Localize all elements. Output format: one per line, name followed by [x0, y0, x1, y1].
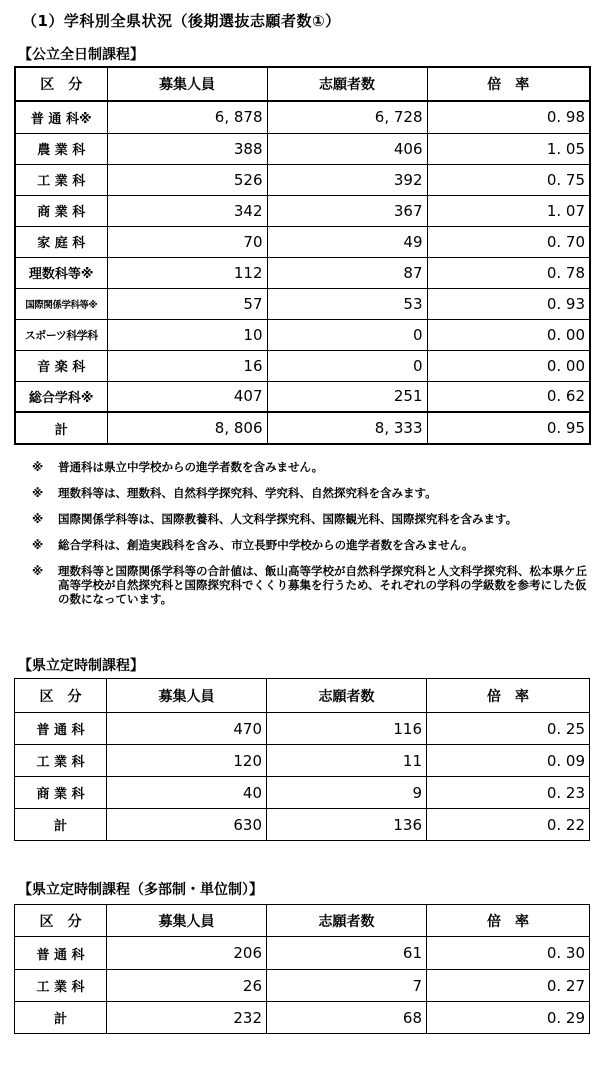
row-recruit: 120	[107, 745, 267, 777]
row-category: 農 業 科	[15, 133, 107, 164]
note-mark: ※	[32, 512, 44, 526]
row-applicants: 116	[267, 713, 427, 745]
row-recruit: 112	[107, 257, 267, 288]
table-multipart	[14, 904, 590, 1034]
row-applicants: 0	[267, 350, 427, 381]
row-category: 普 通 科※	[15, 101, 107, 133]
total-applicants: 8, 333	[267, 412, 427, 444]
row-recruit: 388	[107, 133, 267, 164]
table-row	[15, 164, 590, 195]
note-mark: ※	[32, 460, 44, 474]
total-recruit: 630	[107, 809, 267, 841]
row-ratio: 0. 62	[427, 381, 590, 412]
row-applicants: 11	[267, 745, 427, 777]
row-category: 工 業 科	[15, 745, 107, 777]
table-row	[15, 381, 590, 412]
header-category: 区 分	[15, 679, 107, 713]
table-fulltime	[14, 66, 591, 445]
page-title: （1）学科別全県状況（後期選抜志願者数①）	[22, 12, 341, 30]
header-ratio: 倍 率	[427, 67, 590, 101]
table-row	[15, 195, 590, 226]
table-row	[15, 745, 590, 777]
note-item	[32, 486, 592, 500]
header-applicants: 志願者数	[267, 67, 427, 101]
header-recruit: 募集人員	[107, 905, 267, 937]
row-ratio: 0. 00	[427, 319, 590, 350]
note-mark: ※	[32, 486, 44, 500]
row-applicants: 49	[267, 226, 427, 257]
row-category: 工 業 科	[15, 164, 107, 195]
total-ratio: 0. 22	[427, 809, 590, 841]
header-ratio: 倍 率	[427, 905, 590, 937]
total-ratio: 0. 95	[427, 412, 590, 444]
table-header-row	[15, 679, 590, 713]
row-recruit: 40	[107, 777, 267, 809]
note-item	[32, 564, 592, 606]
row-ratio: 1. 07	[427, 195, 590, 226]
row-recruit: 26	[107, 970, 267, 1002]
row-recruit: 407	[107, 381, 267, 412]
row-applicants: 9	[267, 777, 427, 809]
row-applicants: 251	[267, 381, 427, 412]
row-applicants: 61	[267, 937, 427, 970]
table-row	[15, 288, 590, 319]
notes	[32, 460, 592, 618]
header-recruit: 募集人員	[107, 67, 267, 101]
row-applicants: 0	[267, 319, 427, 350]
note-item	[32, 538, 592, 552]
table-row	[15, 937, 590, 970]
row-applicants: 6, 728	[267, 101, 427, 133]
table-total-row	[15, 809, 590, 841]
note-text: 普通科は県立中学校からの進学者数を含みません。	[58, 460, 324, 474]
row-ratio: 0. 00	[427, 350, 590, 381]
row-category: 国際関係学科等※	[15, 288, 107, 319]
row-category: 普 通 科	[15, 713, 107, 745]
note-text: 総合学科は、創造実践科を含み、市立長野中学校からの進学者数を含みません。	[58, 538, 474, 552]
table-header-row	[15, 67, 590, 101]
section-label-fulltime: 【公立全日制課程】	[18, 47, 144, 63]
total-category: 計	[15, 412, 107, 444]
row-category: 商 業 科	[15, 195, 107, 226]
total-category: 計	[15, 1002, 107, 1034]
row-category: 音 楽 科	[15, 350, 107, 381]
table-row	[15, 226, 590, 257]
row-applicants: 392	[267, 164, 427, 195]
row-category: スポーツ科学科	[15, 319, 107, 350]
row-recruit: 16	[107, 350, 267, 381]
total-recruit: 8, 806	[107, 412, 267, 444]
note-mark: ※	[32, 564, 44, 578]
row-category: 普 通 科	[15, 937, 107, 970]
total-category: 計	[15, 809, 107, 841]
note-item	[32, 460, 592, 474]
row-recruit: 70	[107, 226, 267, 257]
row-ratio: 0. 30	[427, 937, 590, 970]
table-row	[15, 350, 590, 381]
row-category: 家 庭 科	[15, 226, 107, 257]
row-applicants: 53	[267, 288, 427, 319]
row-ratio: 0. 25	[427, 713, 590, 745]
row-category: 商 業 科	[15, 777, 107, 809]
header-ratio: 倍 率	[427, 679, 590, 713]
table-row	[15, 319, 590, 350]
row-recruit: 342	[107, 195, 267, 226]
row-ratio: 0. 75	[427, 164, 590, 195]
total-applicants: 136	[267, 809, 427, 841]
row-ratio: 0. 09	[427, 745, 590, 777]
row-ratio: 0. 23	[427, 777, 590, 809]
row-ratio: 0. 98	[427, 101, 590, 133]
row-recruit: 10	[107, 319, 267, 350]
table-row	[15, 101, 590, 133]
header-applicants: 志願者数	[267, 679, 427, 713]
note-item	[32, 512, 592, 526]
row-recruit: 526	[107, 164, 267, 195]
note-mark: ※	[32, 538, 44, 552]
table-row	[15, 777, 590, 809]
row-category: 総合学科※	[15, 381, 107, 412]
table-parttime	[14, 678, 590, 841]
row-recruit: 57	[107, 288, 267, 319]
note-text: 理数科等と国際関係学科等の合計値は、飯山高等学校が自然科学探究科と人文科学探究科、松本県ケ丘高等学校が自然探究科と国際探究科でくくり募集を行うため、それぞれの学科の学級数を参考にした仮の数になっています。	[58, 564, 587, 606]
row-applicants: 7	[267, 970, 427, 1002]
row-recruit: 470	[107, 713, 267, 745]
table-total-row	[15, 412, 590, 444]
total-ratio: 0. 29	[427, 1002, 590, 1034]
table-row	[15, 257, 590, 288]
header-category: 区 分	[15, 67, 107, 101]
total-applicants: 68	[267, 1002, 427, 1034]
row-category: 理数科等※	[15, 257, 107, 288]
row-applicants: 406	[267, 133, 427, 164]
table-row	[15, 133, 590, 164]
table-total-row	[15, 1002, 590, 1034]
row-ratio: 0. 93	[427, 288, 590, 319]
row-ratio: 0. 78	[427, 257, 590, 288]
note-text: 国際関係学科等は、国際教養科、人文科学探究科、国際観光科、国際探究科を含みます。	[58, 512, 518, 526]
header-applicants: 志願者数	[267, 905, 427, 937]
row-recruit: 206	[107, 937, 267, 970]
section-label-parttime: 【県立定時制課程】	[18, 658, 144, 674]
header-recruit: 募集人員	[107, 679, 267, 713]
row-ratio: 0. 70	[427, 226, 590, 257]
header-category: 区 分	[15, 905, 107, 937]
section-label-multipart: 【県立定時制課程（多部制・単位制）】	[18, 882, 263, 898]
table-header-row	[15, 905, 590, 937]
table-row	[15, 713, 590, 745]
row-applicants: 367	[267, 195, 427, 226]
table-row	[15, 970, 590, 1002]
row-category: 工 業 科	[15, 970, 107, 1002]
total-recruit: 232	[107, 1002, 267, 1034]
row-recruit: 6, 878	[107, 101, 267, 133]
row-ratio: 1. 05	[427, 133, 590, 164]
row-applicants: 87	[267, 257, 427, 288]
row-ratio: 0. 27	[427, 970, 590, 1002]
note-text: 理数科等は、理数科、自然科学探究科、学究科、自然探究科を含みます。	[58, 486, 437, 500]
